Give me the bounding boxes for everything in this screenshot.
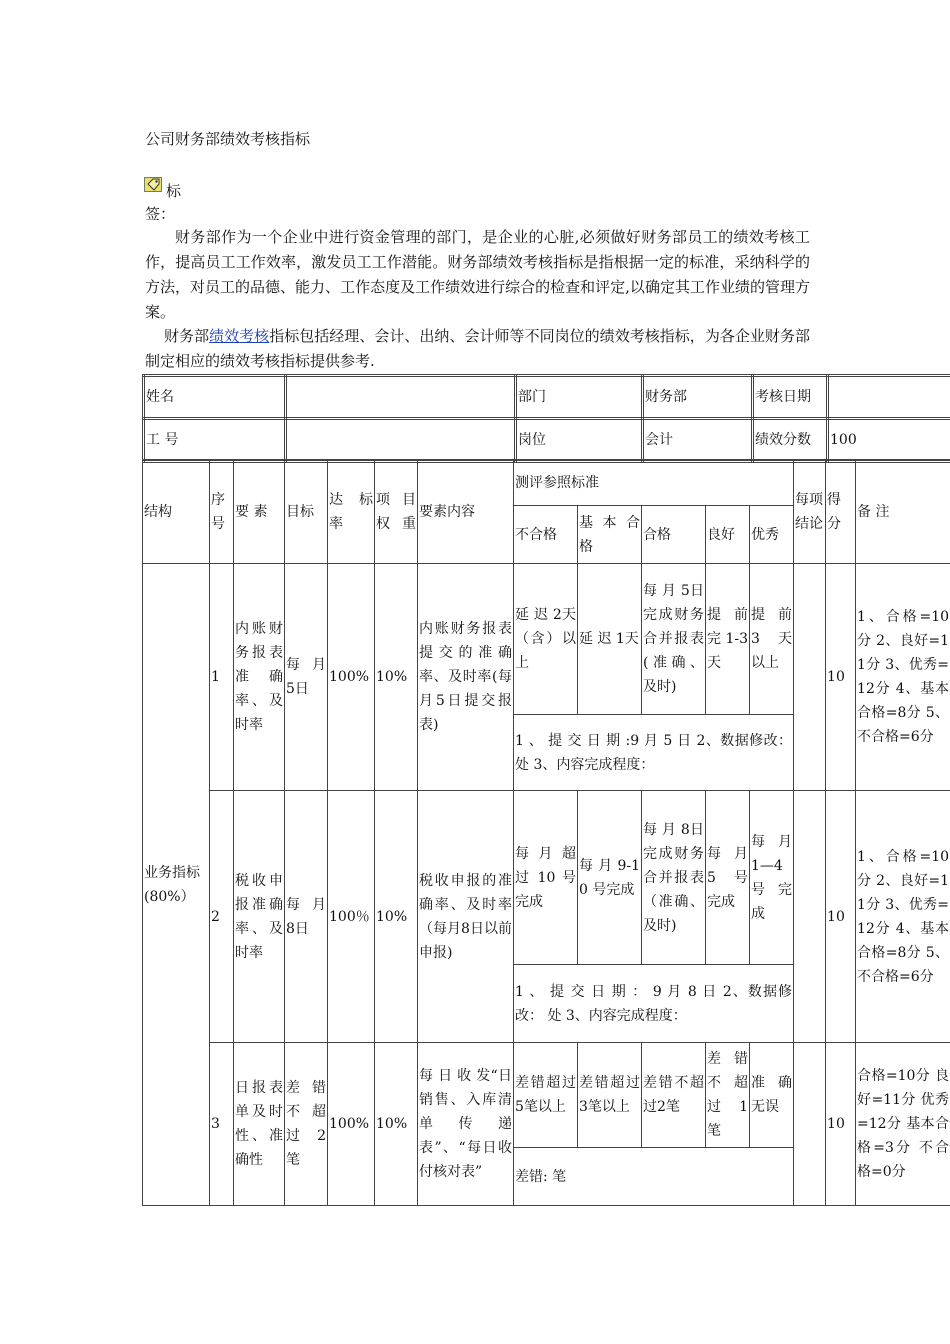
- table-row-basic: 每 月 9-10 号完成: [578, 791, 642, 965]
- table-row-remark: 1、合格=10分 2、良好=11分 3、优秀=12分 4、基本合格=8分 5、不合格=6分: [856, 564, 950, 791]
- post-label: 岗位: [516, 419, 643, 462]
- table-row-excellent: 每 月1—4号完成: [750, 791, 794, 965]
- tag-icon: [144, 177, 162, 192]
- col-pass: 合格: [642, 506, 706, 564]
- col-fail: 不合格: [514, 506, 578, 564]
- table-row-note: 1 、 提 交 日 期 ： 9 月 8 日 2、数据修改： 处 3、内容完成程度：: [514, 965, 794, 1043]
- table-row-note: 1 、 提 交 日 期 :9 月 5 日 2、数据修改： 处 3、内容完成程度：: [514, 715, 794, 791]
- col-basic: 基 本 合格: [578, 506, 642, 564]
- score-value: 100: [828, 419, 950, 462]
- table-row-pass: 每 月 5日完成财务合并报表(准确、及时): [642, 564, 706, 715]
- kpi-table: [142, 459, 950, 1206]
- table-row-element: 内账财务报表准 确率、及时率: [234, 564, 285, 791]
- table-row-seq: 3: [210, 1043, 234, 1206]
- table-row-remark: 合格=10分 良好=11分 优秀=12分 基本合格=3分 不合格=0分: [856, 1043, 950, 1206]
- table-row-conclusion: [794, 564, 826, 791]
- table-row-pass: 每 月 8日完成财务合并报表（准确、及时): [642, 791, 706, 965]
- col-score: 得分: [826, 460, 856, 564]
- group-label: 业务指标(80%）: [143, 564, 210, 1206]
- employee-info-table: [142, 374, 950, 463]
- table-row-target: 每 月8日: [285, 791, 328, 1043]
- table-row-score: 10: [826, 564, 856, 791]
- col-content: 要素内容: [418, 460, 514, 564]
- table-row-weight: 10%: [375, 1043, 418, 1206]
- table-row-content: 每 日 收 发“日销售、入库清单传递表”、“每日收付核对表”: [418, 1043, 514, 1206]
- table-row-target: 每 月5日: [285, 564, 328, 791]
- performance-review-link[interactable]: 绩效考核: [209, 327, 270, 345]
- table-row-rate: 100%: [328, 1043, 375, 1206]
- col-structure: 结构: [143, 460, 210, 564]
- table-row-fail: 每 月 超过 10 号完成: [514, 791, 578, 965]
- page-title: 公司财务部绩效考核指标: [145, 130, 311, 148]
- intro-paragraph-1: 财务部作为一个企业中进行资金管理的部门，是企业的心脏,必须做好财务部员工的绩效考核工作，提高员工工作效率，激发员工工作潜能。财务部绩效考核指标是指根据一定的标准，采纳科学的方法，对员工的品德、能力、工作态度及工作绩效进行综合的检查和评定,以确定其工作业绩的管理方案。: [145, 228, 810, 321]
- col-rate: 达 标率: [328, 460, 375, 564]
- table-row-element: 税收申报准确率、及时率: [234, 791, 285, 1043]
- table-row-pass: 差错不超过2笔: [642, 1043, 706, 1148]
- intro-paragraph-2: [145, 324, 810, 374]
- col-criteria: 测评参照标准: [514, 460, 794, 506]
- table-row-weight: 10%: [375, 564, 418, 791]
- table-row-basic: 延 迟 1天: [578, 564, 642, 715]
- tag-label-colon: 签：: [145, 205, 176, 223]
- tag-label: 标: [166, 182, 182, 200]
- table-row-good: 提 前完1-3天: [706, 564, 750, 715]
- dept-label: 部门: [516, 376, 643, 419]
- table-row-good: 差 错不 超过 1笔: [706, 1043, 750, 1148]
- date-value: [828, 376, 950, 419]
- name-label: 姓名: [144, 376, 286, 419]
- table-row-element: 日报表单及时性、准确性: [234, 1043, 285, 1206]
- table-row-rate: 100%: [328, 564, 375, 791]
- name-value: [286, 376, 516, 419]
- table-row-seq: 1: [210, 564, 234, 791]
- table-row-conclusion: [794, 1043, 826, 1206]
- col-target: 目标: [285, 460, 328, 564]
- table-row-excellent: 提 前3 天以上: [750, 564, 794, 715]
- score-label: 绩效分数: [753, 419, 828, 462]
- table-row-seq: 2: [210, 791, 234, 1043]
- col-seq: 序号: [210, 460, 234, 564]
- id-label: 工 号: [144, 419, 286, 462]
- id-value: [286, 419, 516, 462]
- table-row-excellent: 准 确无误: [750, 1043, 794, 1148]
- table-row-content: 内账财务报表提交的准确率、及时率(每月5日提交报表): [418, 564, 514, 791]
- table-row-conclusion: [794, 791, 826, 1043]
- table-row-fail: 差错超过5笔以上: [514, 1043, 578, 1148]
- col-weight: 项 目权重: [375, 460, 418, 564]
- table-row-note: 差错: 笔: [514, 1148, 794, 1206]
- col-excellent: 优秀: [750, 506, 794, 564]
- col-good: 良好: [706, 506, 750, 564]
- table-row-weight: 10%: [375, 791, 418, 1043]
- table-row-target: 差 错不 超过 2笔: [285, 1043, 328, 1206]
- intro-text-before: 财务部: [164, 327, 210, 345]
- table-row-basic: 差错超过3笔以上: [578, 1043, 642, 1148]
- table-row-rate: 100％: [328, 791, 375, 1043]
- col-remark: 备 注: [856, 460, 950, 564]
- table-row-score: 10: [826, 1043, 856, 1206]
- col-conclusion: 每项结论: [794, 460, 826, 564]
- col-element: 要 素: [234, 460, 285, 564]
- post-value: 会计: [643, 419, 753, 462]
- date-label: 考核日期: [753, 376, 828, 419]
- table-row-fail: 延 迟 2天（含）以上: [514, 564, 578, 715]
- table-row-good: 每 月5 号完成: [706, 791, 750, 965]
- table-row-content: 税收申报的准确率、及时率（每月8日以前申报): [418, 791, 514, 1043]
- dept-value: 财务部: [643, 376, 753, 419]
- intro-text-after: 指标包括经理、会计、出纳、会计师等不同岗位的绩效考核指标，为各企业财务部制定相应的绩效考核指标提供参考.: [145, 327, 810, 370]
- table-row-score: 10: [826, 791, 856, 1043]
- table-row-remark: 1、合格=10分 2、良好=11分 3、优秀=12分 4、基本合格=8分 5、不合格=6分: [856, 791, 950, 1043]
